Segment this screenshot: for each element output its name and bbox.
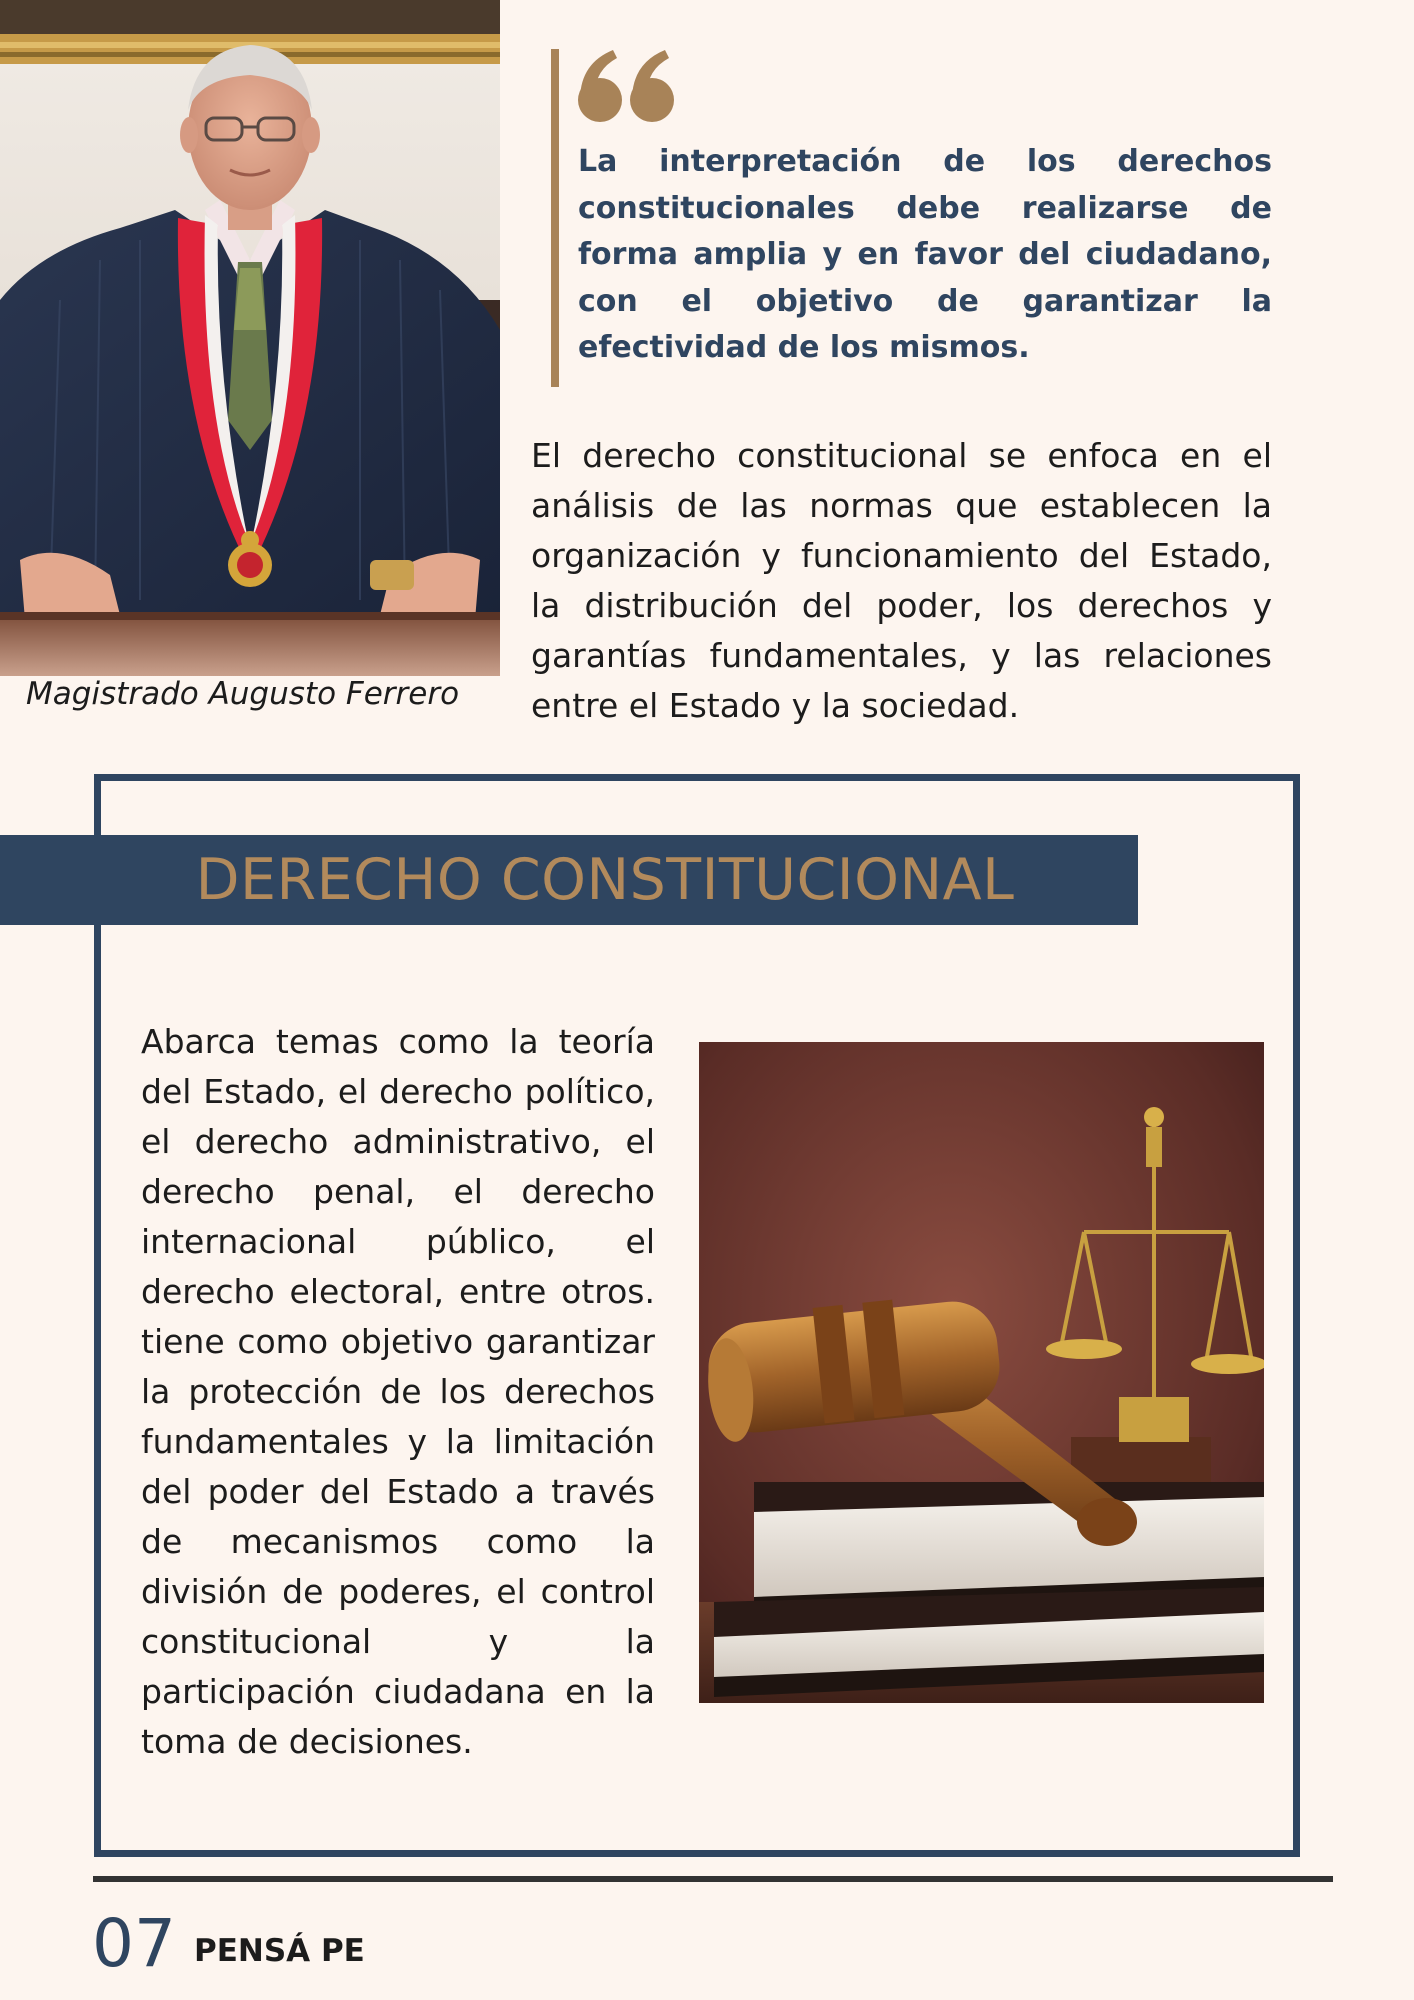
magazine-name: PENSÁ PE — [194, 1933, 365, 1969]
intro-paragraph: El derecho constitucional se enfoca en el análisis de las normas que establecen la organización y funcionamiento del Estado, la distribución del poder, los derechos y garantías fundamentales, y las relaciones entre el Estado y la sociedad. — [531, 436, 1272, 725]
photo-caption: Magistrado Augusto Ferrero — [26, 676, 460, 712]
section-body: Abarca temas como la teoría del Estado, el derecho político, el derecho administrativo, el derecho penal, el derecho internacional público, el derecho electoral, entre otros. tiene como objetivo garantizar la protección de los derechos fundamentales y la limitación del poder del Estado a través de mecanismos como la división de poderes, el control constitucional y la participación ciudadana en la toma de decisiones. — [141, 1022, 655, 1761]
quote-accent-bar — [551, 49, 559, 387]
quote-icon — [573, 38, 683, 128]
magistrate-portrait-illustration — [0, 0, 500, 676]
magistrate-photo — [0, 0, 500, 676]
section-banner — [0, 835, 1138, 925]
section-title: DERECHO CONSTITUCIONAL — [195, 847, 1015, 913]
gavel-scales-photo — [699, 1042, 1264, 1703]
footer-divider — [93, 1876, 1333, 1882]
pull-quote: La interpretación de los derechos constitucionales debe realizarse de forma amplia y en favor del ciudadano, con el objetivo de garantizar la efectividad de los mismos. — [578, 144, 1272, 365]
gavel-scales-illustration — [699, 1042, 1264, 1703]
page-number: 07 — [92, 1905, 176, 1982]
